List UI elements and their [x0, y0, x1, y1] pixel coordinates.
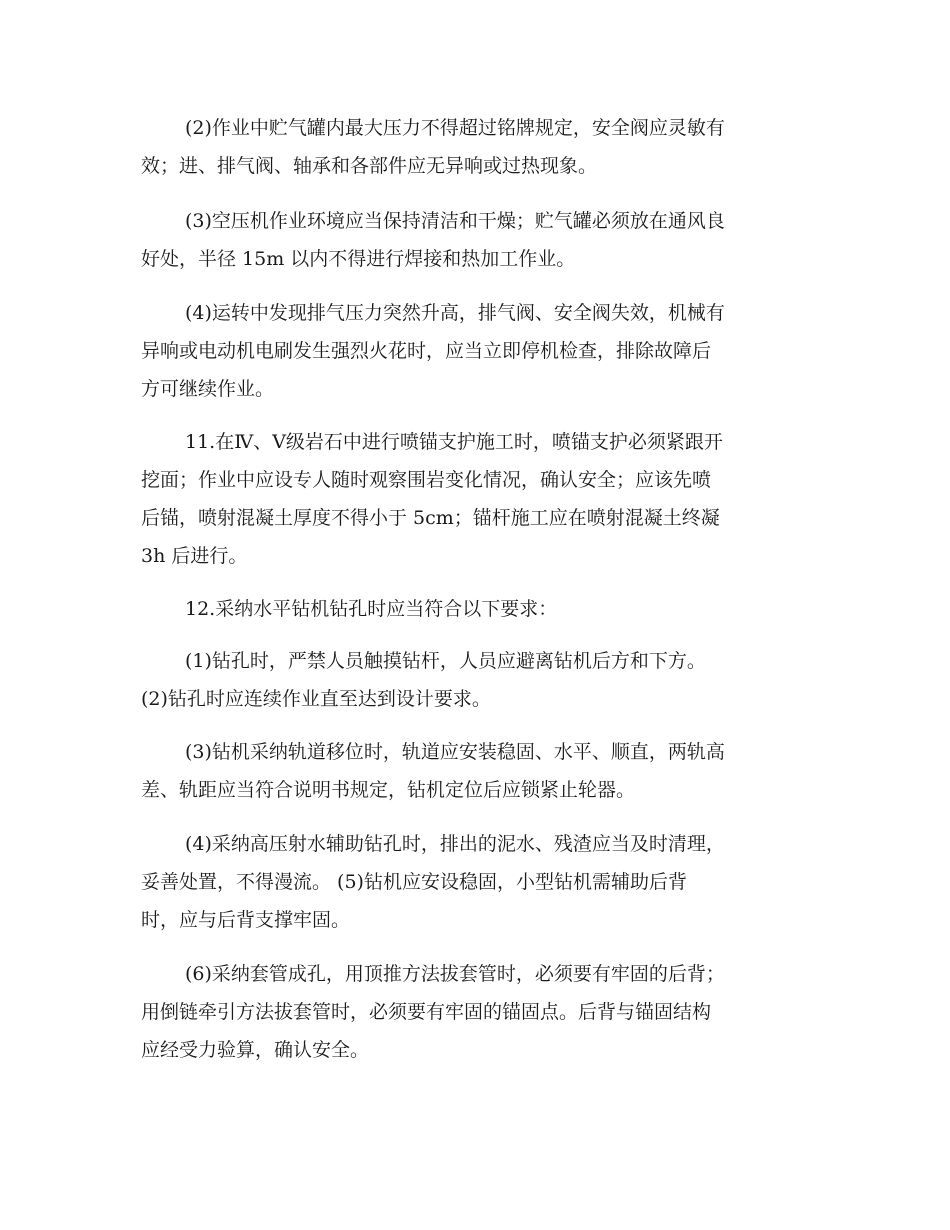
text-line: (2)作业中贮气罐内最大压力不得超过铭牌规定，安全阀应灵敏有: [185, 117, 725, 139]
text-line: 效；进、排气阀、轴承和各部件应无异响或过热现象。: [141, 155, 598, 177]
text-line: 12.采纳水平钻机钻孔时应当符合以下要求：: [185, 598, 558, 620]
text-line: 用倒链牵引方法拔套管时，必须要有牢固的锚固点。后背与锚固结构: [141, 1001, 712, 1023]
text-line: 妥善处置，不得漫流。 (5)钻机应安设稳固，小型钻机需辅助后背: [141, 871, 687, 893]
text-line: 方可继续作业。: [141, 378, 275, 400]
text-line: 差、轨距应当符合说明书规定，钻机定位后应锁紧止轮器。: [141, 779, 636, 801]
text-line: 好处，半径 15m 以内不得进行焊接和热加工作业。: [141, 248, 576, 270]
text-line: 挖面；作业中应设专人随时观察围岩变化情况，确认安全；应该先喷: [141, 469, 712, 491]
text-line: 后锚，喷射混凝土厚度不得小于 5cm；锚杆施工应在喷射混凝土终凝: [141, 507, 720, 529]
text-line: (1)钻孔时，严禁人员触摸钻杆，人员应避离钻机后方和下方。: [185, 650, 706, 672]
text-line: (3)空压机作业环境应当保持清洁和干燥；贮气罐必须放在通风良: [185, 210, 725, 232]
text-line: 11.在Ⅳ、Ⅴ级岩石中进行喷锚支护施工时，喷锚支护必须紧跟开: [185, 431, 723, 453]
text-line: (4)运转中发现排气压力突然升高，排气阀、安全阀失效，机械有: [185, 302, 725, 324]
text-line: 时，应与后背支撑牢固。: [141, 909, 351, 931]
text-line: 3h 后进行。: [141, 545, 248, 567]
text-line: (6)采纳套管成孔，用顶推方法拔套管时，必须要有牢固的后背；: [185, 963, 725, 985]
text-line: (3)钻机采纳轨道移位时，轨道应安装稳固、水平、顺直，两轨高: [185, 741, 725, 763]
text-line: 异响或电动机电刷发生强烈火花时，应当立即停机检查，排除故障后: [141, 340, 712, 362]
text-line: 应经受力验算，确认安全。: [141, 1039, 370, 1061]
text-line: (2)钻孔时应连续作业直至达到设计要求。: [141, 688, 491, 710]
text-line: (4)采纳高压射水辅助钻孔时，排出的泥水、残渣应当及时清理，: [185, 833, 725, 855]
